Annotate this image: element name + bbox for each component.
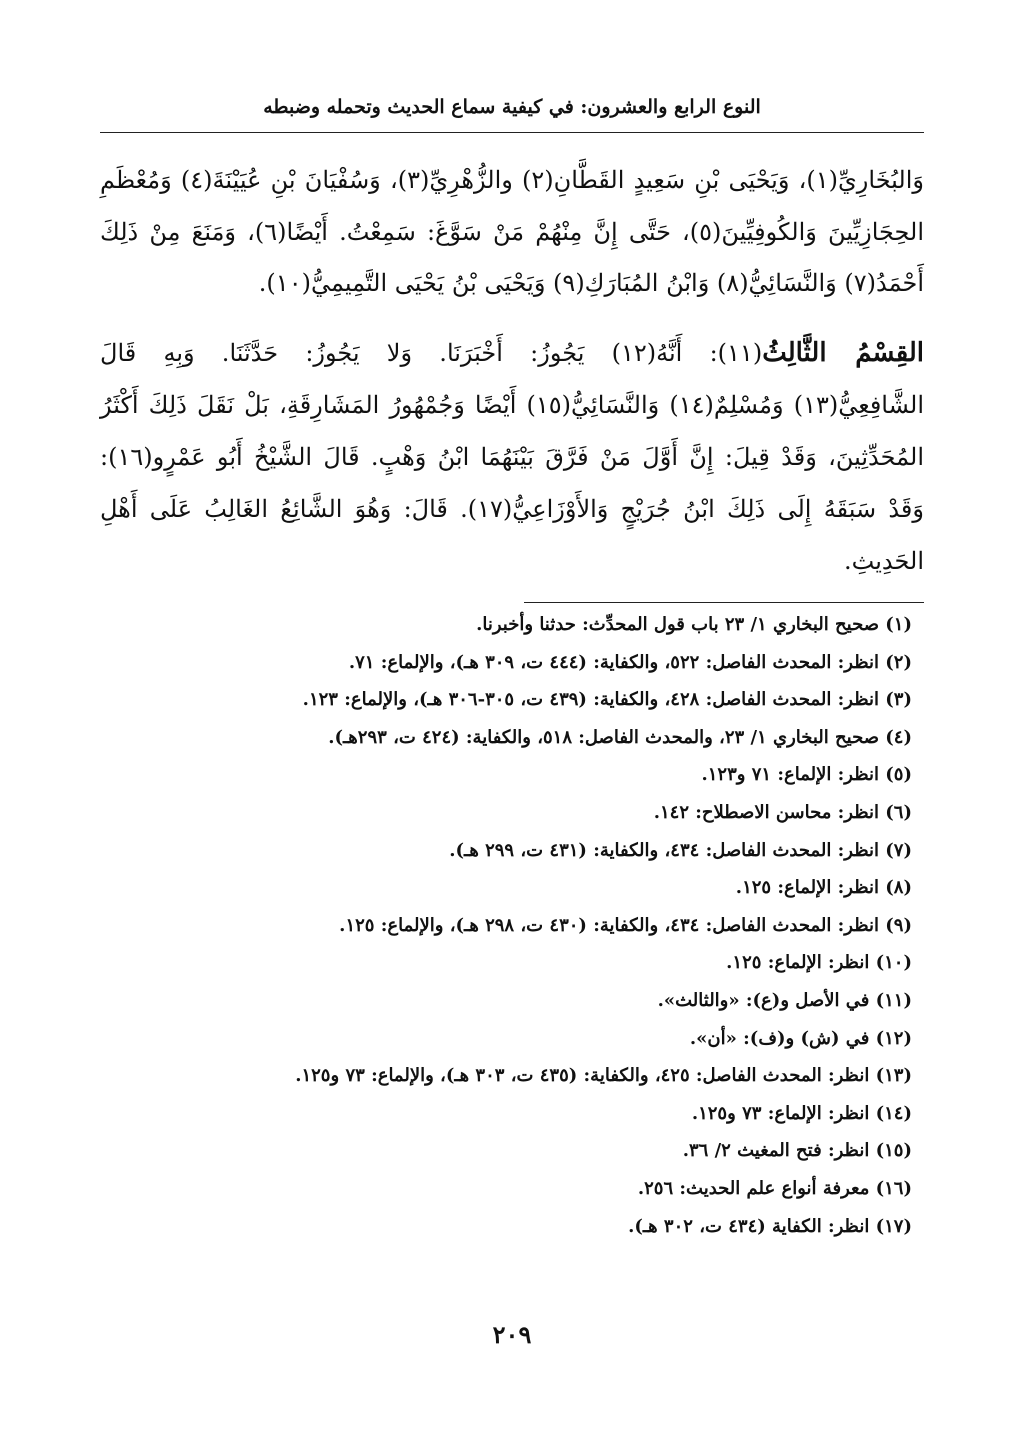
body-line: أَحْمَدُ(٧) وَالنَّسَائِيُّ(٨) وَابْنُ المُبَارَكِ(٩) وَيَحْيَى بْنُ يَحْيَى التَّمِيمِيُّ(١٠). <box>258 269 924 297</box>
header-rule <box>100 132 924 133</box>
page-number: ٢٠٩ <box>492 1320 532 1349</box>
footnote: (١٧) انظر: الكفاية (٤٣٤ ت، ٣٠٢ هـ). <box>628 1215 912 1237</box>
body-line: وَالبُخَارِيِّ(١)، وَيَحْيَى بْنِ سَعِيدٍ القَطَّانِ(٢) والزُّهْرِيِّ(٣)، وَسُفْيَانَ بْنِ عُيَيْنَةَ(٤) وَمُعْظَمِ <box>100 166 924 194</box>
body-line: الشَّافِعِيُّ(١٣) وَمُسْلِمٌ(١٤) وَالنَّسَائِيُّ(١٥) أَيْضًا وَجُمْهُورُ المَشَارِقَةِ، بَلْ نَقَلَ ذَلِكَ أَكْثَرُ <box>100 391 924 419</box>
body-line <box>100 331 924 375</box>
body-line: الحَدِيثِ. <box>844 547 924 575</box>
footnote: (٧) انظر: المحدث الفاصل: ٤٣٤، والكفاية: (٤٣١ ت، ٢٩٩ هـ). <box>449 839 912 861</box>
footnote: (١٦) معرفة أنواع علم الحديث: ٢٥٦. <box>637 1177 912 1199</box>
footnote: (١) صحيح البخاري ١/ ٢٣ باب قول المحدِّث: حدثنا وأخبرنا. <box>476 614 912 635</box>
footnote: (٨) انظر: الإلماع: ١٢٥. <box>735 877 912 899</box>
footnote: (٩) انظر: المحدث الفاصل: ٤٣٤، والكفاية: (٤٣٠ ت، ٢٩٨ هـ)، والإلماع: ١٢٥. <box>339 914 912 936</box>
footnote: (١٥) انظر: فتح المغيث ٢/ ٣٦. <box>682 1140 912 1162</box>
footnote-separator <box>524 602 924 603</box>
footnote: (١١) في الأصل و(ع): «والثالث». <box>657 989 912 1011</box>
footnote: (٤) صحيح البخاري ١/ ٢٣، والمحدث الفاصل: ٥١٨، والكفاية: (٤٢٤ ت، ٢٩٣هـ). <box>328 726 912 748</box>
footnote: (٢) انظر: المحدث الفاصل: ٥٢٢، والكفاية: (٤٤٤ ت، ٣٠٩ هـ)، والإلماع: ٧١. <box>348 651 912 673</box>
footnote: (٦) انظر: محاسن الاصطلاح: ١٤٢. <box>653 801 912 823</box>
footnotes-list <box>92 606 912 1245</box>
body-line: المُحَدِّثِينَ، وَقَدْ قِيلَ: إِنَّ أَوَّلَ مَنْ فَرَّقَ بَيْنَهُمَا ابْنُ وَهْبٍ. قَالَ الشَّيْخُ أَبُو عَمْرٍو(١٦): <box>100 443 924 471</box>
body-line: الحِجَازِيِّينَ وَالكُوفِيِّينَ(٥)، حَتَّى إِنَّ مِنْهُمْ مَنْ سَوَّغَ: سَمِعْتُ. أَيْضًا(٦)، وَمَنَعَ مِنْ ذَلِكَ <box>100 218 925 246</box>
footnote: (١٢) في (ش) و(ف): «أن». <box>689 1027 912 1049</box>
footnote: (١٣) انظر: المحدث الفاصل: ٤٢٥، والكفاية: (٤٣٥ ت، ٣٠٣ هـ)، والإلماع: ٧٣ و١٢٥. <box>295 1065 912 1087</box>
footnote: (١٤) انظر: الإلماع: ٧٣ و١٢٥. <box>691 1102 912 1124</box>
footnote: (١٠) انظر: الإلماع: ١٢٥. <box>726 952 912 974</box>
running-header: النوع الرابع والعشرون: في كيفية سماع الحديث وتحمله وضبطه <box>263 96 761 118</box>
section-heading: القِسْمُ الثَّالِثُ <box>762 338 924 368</box>
body-line: وَقَدْ سَبَقَهُ إِلَى ذَلِكَ ابْنُ جُرَيْجٍ وَالأَوْزَاعِيُّ(١٧). قَالَ: وَهُوَ الشَّائِعُ الغَالِبُ عَلَى أَهْلِ <box>100 495 924 523</box>
footnote: (٣) انظر: المحدث الفاصل: ٤٢٨، والكفاية: (٤٣٩ ت، ٣٠٥-٣٠٦ هـ)، والإلماع: ١٢٣. <box>302 689 912 711</box>
footnote: (٥) انظر: الإلماع: ٧١ و١٢٣. <box>701 764 912 786</box>
body-text: (١١): أَنَّهُ(١٢) يَجُوزُ: أَخْبَرَنَا. وَلا يَجُوزُ: حَدَّثَنَا. وَبِهِ قَالَ <box>100 339 763 367</box>
